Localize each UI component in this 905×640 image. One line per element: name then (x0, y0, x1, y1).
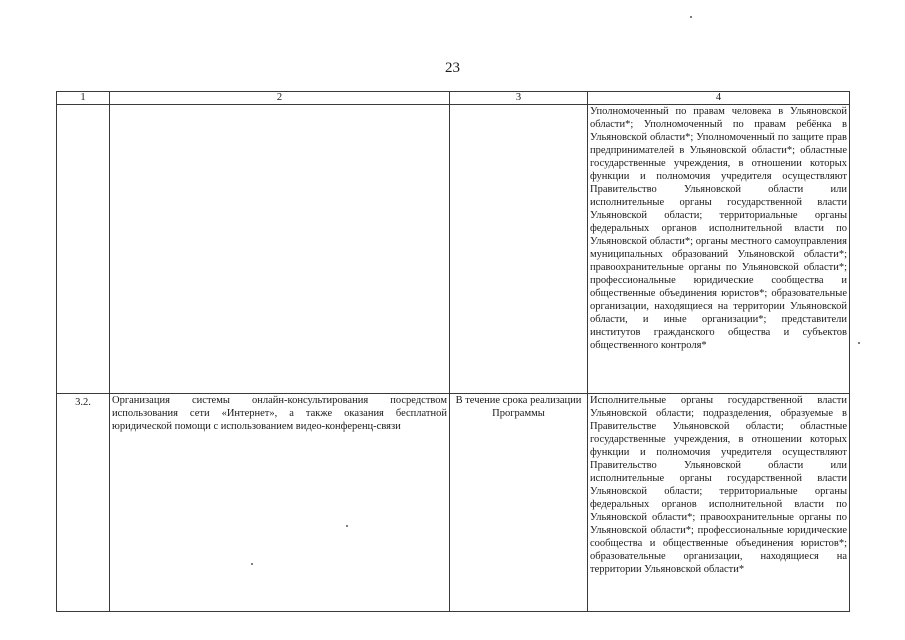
row-number: 3.2. (57, 394, 110, 612)
header-cell-2: 2 (110, 92, 450, 105)
page-number: 23 (445, 60, 460, 76)
row-number (57, 105, 110, 394)
program-table (56, 91, 850, 612)
event-name: Организация системы онлайн-консультирования посредством использования сети «Интернет», а также оказания бесплатной юридической помощи с использованием видео-конференц-связи (110, 394, 450, 612)
event-term (450, 105, 588, 394)
participants: Исполнительные органы государственной власти Ульяновской области; подразделения, образуемые в Правительстве Ульяновской области; областные государственные учреждения, в отношении которых функции и полномочия учредителя осуществляют Правительство Ульяновской области или исполнительные органы государственной власти Ульяновской области; территориальные органы федеральных органов исполнительной власти по Ульяновской области*; правоохранительные органы по Ульяновской области*; профессиональные юридические сообщества и общественные объединения юристов*; образовательные организации, находящиеся на территории Ульяновской области* (588, 394, 850, 612)
event-term: В течение срока реализации Программы (450, 394, 588, 612)
header-cell-1: 1 (57, 92, 110, 105)
event-name (110, 105, 450, 394)
scan-speck (690, 16, 692, 18)
scan-speck (858, 342, 860, 344)
header-cell-4: 4 (588, 92, 850, 105)
table-row (57, 105, 850, 394)
header-cell-3: 3 (450, 92, 588, 105)
table-header-row (57, 92, 850, 105)
table-row (57, 394, 850, 612)
participants: Уполномоченный по правам человека в Ульяновской области*; Уполномоченный по правам ребёнка в Ульяновской области*; Уполномоченный по защите прав предпринимателей в Ульяновской области*; областные государственные учреждения, в отношении которых функции и полномочия учредителя осуществляют Правительство Ульяновской области или исполнительные органы государственной власти Ульяновской области; территориальные органы федеральных органов исполнительной власти по Ульяновской области*; органы местного самоуправления муниципальных образований Ульяновской области*; правоохранительные органы по Ульяновской области*; профессиональные юридические сообщества и общественные объединения юристов*; образовательные организации, находящиеся на территории Ульяновской области, и иные организации*; представители институтов гражданского общества и субъектов общественного контроля* (588, 105, 850, 394)
scan-speck (251, 563, 253, 565)
scan-speck (346, 525, 348, 527)
